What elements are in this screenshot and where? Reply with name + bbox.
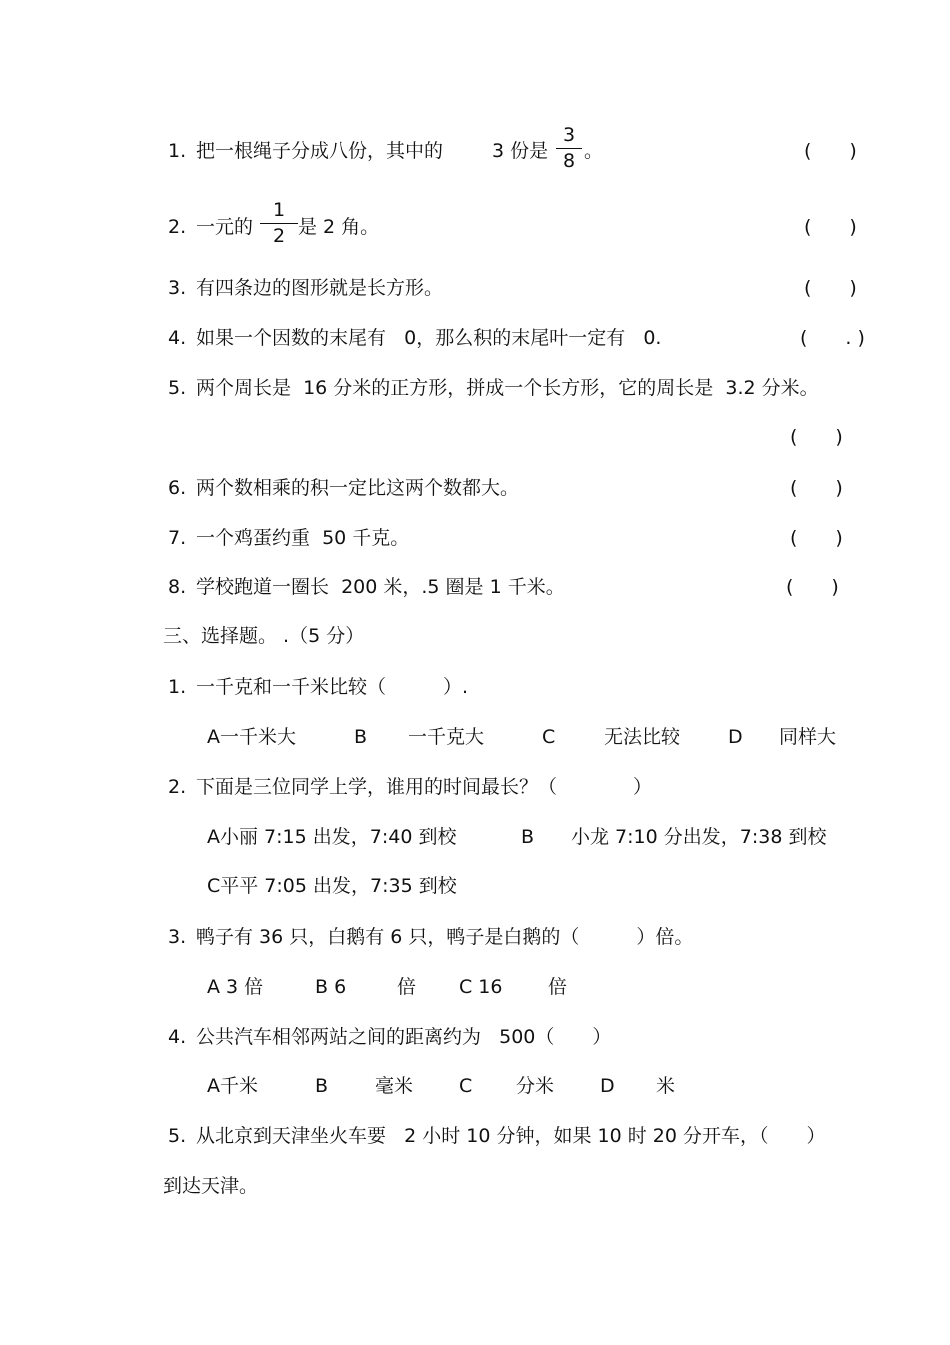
item-text: 有四条边的图形就是长方形。 (196, 277, 444, 299)
item-text: 是 2 角。 (298, 216, 380, 238)
answer-paren[interactable]: ( ) (790, 527, 843, 549)
answer-paren[interactable]: ( ) (790, 426, 843, 448)
item-number: 5. (168, 377, 187, 399)
item-text: 一元的 (196, 216, 254, 238)
item-number: 5. (168, 1125, 187, 1147)
option-letter[interactable]: D (728, 726, 743, 748)
option-letter[interactable]: D (600, 1075, 615, 1097)
answer-paren[interactable]: ( ) (786, 576, 839, 598)
option-letter[interactable]: C (459, 1075, 473, 1097)
option[interactable]: 倍 (548, 976, 568, 998)
question-text: 下面是三位同学上学，谁用的时间最长？（ ） (196, 776, 653, 798)
item-number: 2. (168, 776, 187, 798)
answer-paren[interactable]: ( ) (790, 477, 843, 499)
question-text: 从北京到天津坐火车要 2 小时 10 分钟，如果 10 时 20 分开车，（ ） (196, 1125, 826, 1147)
fraction-denominator: 8 (562, 150, 576, 172)
item-text: 两个周长是 16 分米的正方形，拼成一个长方形，它的周长是 3.2 分米。 (196, 377, 819, 399)
item-text: 把一根绳子分成八份，其中的 (196, 140, 444, 162)
option-letter[interactable]: B (354, 726, 368, 748)
fraction-numerator: 1 (272, 199, 286, 221)
item-number: 3. (168, 926, 187, 948)
item-text: 一个鸡蛋约重 50 千克。 (196, 527, 410, 549)
fraction-bar (556, 148, 582, 149)
item-number: 2. (168, 216, 187, 238)
option-letter[interactable]: B (315, 1075, 329, 1097)
question-text: 鸭子有 36 只，白鹅有 6 只，鸭子是白鹅的（ ）倍。 (196, 926, 694, 948)
option[interactable]: 同样大 (779, 726, 837, 748)
item-number: 6. (168, 477, 187, 499)
item-text: 学校跑道一圈长 200 米，.5 圈是 1 千米。 (196, 576, 565, 598)
option[interactable]: 小龙 7:10 分出发，7:38 到校 (571, 826, 827, 848)
option[interactable]: A小丽 7:15 出发，7:40 到校 (207, 826, 457, 848)
option[interactable]: 倍 (397, 976, 417, 998)
answer-paren[interactable]: ( . ) (800, 327, 865, 349)
section-title: 三、选择题。 .（5 分） (163, 625, 365, 647)
option-letter[interactable]: C (542, 726, 556, 748)
item-number: 3. (168, 277, 187, 299)
option[interactable]: C平平 7:05 出发，7:35 到校 (207, 875, 457, 897)
item-number: 7. (168, 527, 187, 549)
item-number: 8. (168, 576, 187, 598)
fraction-numerator: 3 (562, 124, 576, 146)
item-text: 3 份是 (492, 140, 549, 162)
fraction-bar (260, 223, 298, 224)
answer-paren[interactable]: ( ) (804, 216, 857, 238)
option[interactable]: 毫米 (375, 1075, 414, 1097)
option[interactable]: 米 (656, 1075, 676, 1097)
fraction (556, 126, 582, 171)
option[interactable]: 无法比较 (604, 726, 681, 748)
option[interactable]: 分米 (516, 1075, 555, 1097)
item-text: 。 (584, 140, 604, 162)
answer-paren[interactable]: ( ) (804, 140, 857, 162)
item-text: 两个数相乘的积一定比这两个数都大。 (196, 477, 520, 499)
item-number: 1. (168, 140, 187, 162)
option[interactable]: A 3 倍 (207, 976, 264, 998)
fraction (260, 201, 298, 246)
item-text: 如果一个因数的末尾有 0，那么积的末尾叶一定有 0. (196, 327, 662, 349)
item-number: 4. (168, 1026, 187, 1048)
option[interactable]: A一千米大 (207, 726, 296, 748)
item-number: 1. (168, 676, 187, 698)
option[interactable]: A千米 (207, 1075, 258, 1097)
question-text: 到达天津。 (163, 1175, 259, 1197)
option[interactable]: 一千克大 (408, 726, 485, 748)
question-text: 一千克和一千米比较（ ）. (196, 676, 469, 698)
answer-paren[interactable]: ( ) (804, 277, 857, 299)
item-number: 4. (168, 327, 187, 349)
option-letter[interactable]: B (521, 826, 535, 848)
question-text: 公共汽车相邻两站之间的距离约为 500（ ） (196, 1026, 612, 1048)
fraction-denominator: 2 (272, 225, 286, 247)
option[interactable]: B 6 (315, 976, 347, 998)
option[interactable]: C 16 (459, 976, 503, 998)
